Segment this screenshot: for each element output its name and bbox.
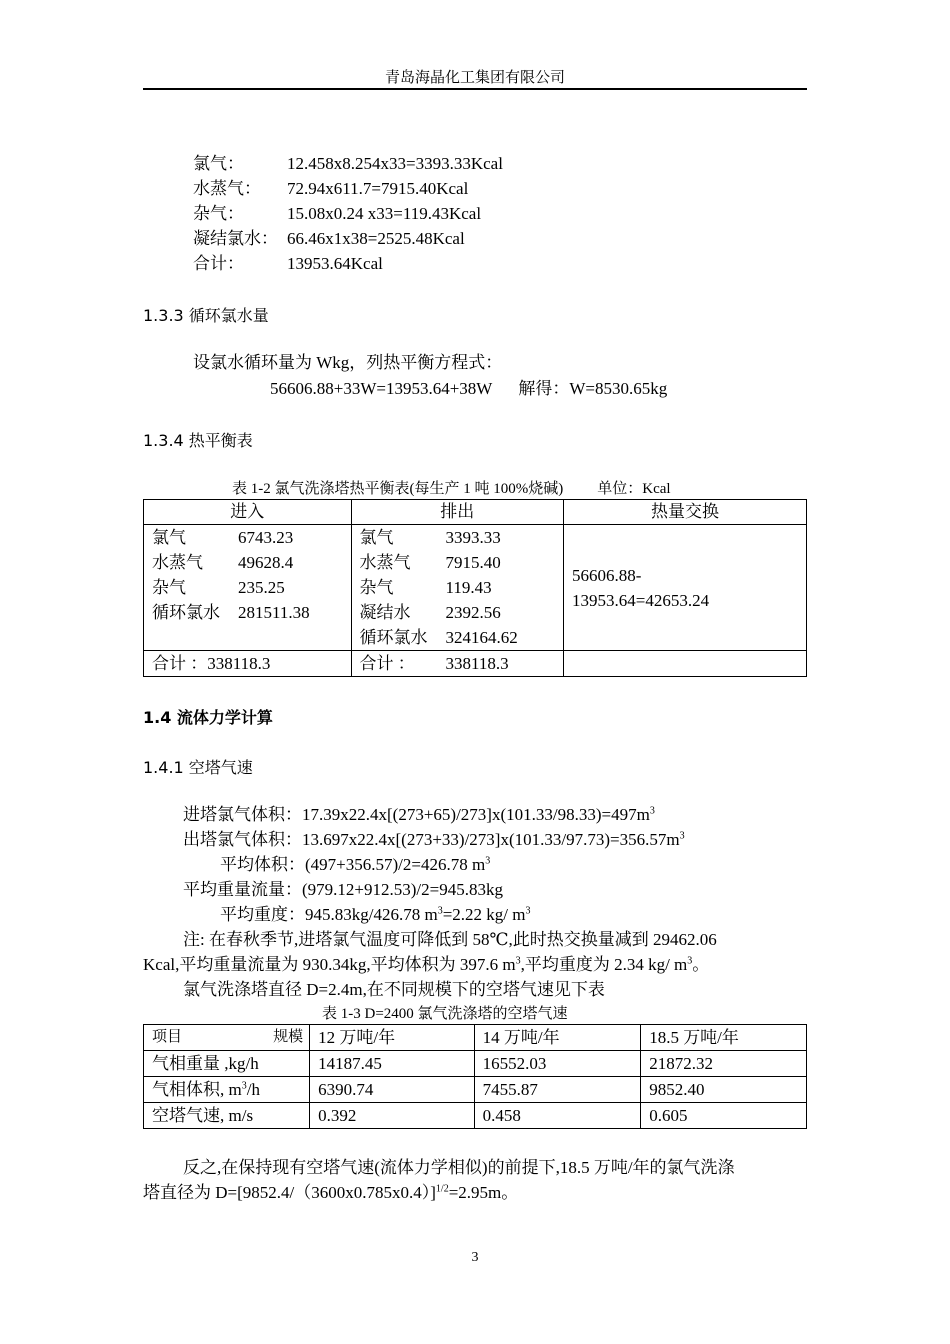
table-row: 杂气 235.25: [152, 578, 285, 597]
table-unit: 单位：Kcal: [597, 481, 671, 497]
calc-line: 平均重度：945.83kg/426.78 $m^3=2.22$ kg/ $m^3$: [220, 905, 531, 924]
table-corner-cell: 项目 规模: [144, 1025, 310, 1051]
table-cell-total-in: 合计 ：338118.3: [144, 651, 352, 677]
table-cell: 21872.32: [641, 1051, 807, 1077]
table-cell-total-out: 合计 ： 338118.3: [351, 651, 564, 677]
table-caption: 表 1-3 D=2400 氯气洗涤塔的空塔气速: [322, 1006, 568, 1022]
superficial-velocity-table: [143, 1024, 807, 1129]
table-row: 水蒸气 7915.40: [359, 553, 501, 572]
section-heading-1-3-4: 1.3.4 热平衡表: [143, 431, 253, 450]
heat-balance-table: [143, 499, 807, 677]
note-line: Kcal,平均重量流量为 930.34kg,平均体积为 397.6 $m^3$,平均重度为 2.34 kg/ $m^3$。: [143, 955, 710, 974]
table-row: [144, 1077, 807, 1103]
conclusion-line: 塔直径为 $D=[9852.4/(3600x0.785x0.4)]^{1/2}=2.95m$。: [143, 1183, 519, 1202]
table-row-label: 气相重量 ,kg/h: [144, 1051, 310, 1077]
calc-line: 进塔氯气体积：$17.39x22.4x[(273+65)/273]x(101.33/98.33)=497m^3$: [183, 805, 655, 824]
paragraph: 氯气洗涤塔直径 D=2.4m,在不同规模下的空塔气速见下表: [183, 980, 605, 999]
heat-output-list: [193, 151, 503, 276]
table-cell-exchange: 56606.88- 13953.64=42653.24: [564, 525, 807, 651]
page-number: 3: [471, 1250, 479, 1265]
table-row-label: 气相体积, $m^3/h$: [144, 1077, 310, 1103]
table-cell: 0.605: [641, 1103, 807, 1129]
section-heading-1-3-3: 1.3.3 循环氯水量: [143, 306, 269, 325]
calc-line: 平均重量流量：(979.12+912.53)/2=945.83kg: [183, 880, 503, 899]
table-row: 杂气 119.43: [359, 578, 492, 597]
conclusion-line: 反之,在保持现有空塔气速(流体力学相似)的前提下,18.5 万吨/年的氯气洗涤: [183, 1158, 735, 1177]
table-caption: 表 1-2 氯气洗涤塔热平衡表(每生产 1 吨 100%烧碱) 单位：Kcal: [232, 481, 671, 497]
calc-line: 平均体积：(497+356.57)/2=426.78 $m^3$: [220, 855, 491, 874]
section-heading-1-4-1: 1.4.1 空塔气速: [143, 758, 253, 777]
list-item: 氯气： 12.458x8.254x33=3393.33Kcal: [193, 154, 503, 173]
equation: 56606.88+33W=13953.64+38W 解得：W=8530.65kg: [270, 379, 668, 398]
table-header-in: 进入: [144, 500, 352, 525]
page-header: 青岛海晶化工集团有限公司: [384, 70, 565, 86]
table-header-out: 排出: [351, 500, 564, 525]
table-row: 循环氯水 324164.62: [359, 628, 518, 647]
table-row: 氯气 3393.33: [359, 528, 501, 547]
table-row: [144, 1025, 807, 1051]
paragraph: 设氯水循环量为 Wkg，列热平衡方程式：: [193, 353, 503, 372]
table-row: 氯气 6743.23: [152, 528, 294, 547]
table-row-label: 空塔气速, m/s: [144, 1103, 310, 1129]
table-cell: 6390.74: [310, 1077, 475, 1103]
note-line: 注: 在春秋季节,进塔氯气温度可降低到 58℃,此时热交换量减到 29462.06: [183, 930, 717, 949]
table-cell: 0.392: [310, 1103, 475, 1129]
section-heading-1-4: 1.4 流体力学计算: [143, 708, 273, 727]
table-cell: 7455.87: [474, 1077, 641, 1103]
header-rule: [143, 88, 807, 90]
table-cell: 14187.45: [310, 1051, 475, 1077]
table-cell-empty: [564, 651, 807, 677]
table-row: [144, 1051, 807, 1077]
table-row: 循环氯水 281511.38: [152, 603, 310, 622]
table-cell: 0.458: [474, 1103, 641, 1129]
table-header-scale: 18.5 万吨/年: [641, 1025, 807, 1051]
table-row: 水蒸气 49628.4: [152, 553, 294, 572]
table-cell: 16552.03: [474, 1051, 641, 1077]
list-item: 杂气： 15.08x0.24 x33=119.43Kcal: [193, 204, 482, 223]
table-header-exchange: 热量交换: [564, 500, 807, 525]
table-header-scale: 12 万吨/年: [310, 1025, 475, 1051]
table-cell-in: [144, 525, 352, 651]
list-item: 水蒸气： 72.94x611.7=7915.40Kcal: [193, 179, 469, 198]
list-item: 凝结氯水： 66.46x1x38=2525.48Kcal: [193, 229, 465, 248]
table-cell: 9852.40: [641, 1077, 807, 1103]
table-header-scale: 14 万吨/年: [474, 1025, 641, 1051]
list-item: 合计： 13953.64Kcal: [193, 254, 383, 273]
table-row: 凝结水 2392.56: [359, 603, 501, 622]
calc-line: 出塔氯气体积：$13.697x22.4x[(273+33)/273]x(101.33/97.73)=356.57m^3$: [183, 830, 685, 849]
table-row: [144, 1103, 807, 1129]
table-cell-out: [351, 525, 564, 651]
